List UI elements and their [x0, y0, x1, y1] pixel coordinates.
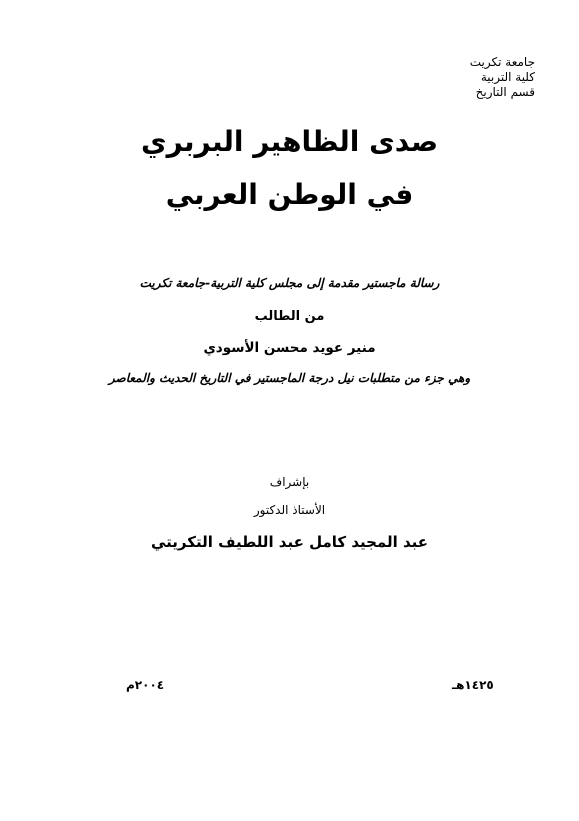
supervisor-title: الأستاذ الدكتور	[253, 503, 326, 517]
university-name: جامعة تكريت	[469, 55, 535, 69]
supervisor-name: عبد المجيد كامل عبد اللطيف التكريتي	[150, 533, 429, 551]
institution-header	[470, 55, 535, 100]
degree-requirement-note: وهي جزء من متطلبات نيل درجة الماجستير في التاريخ الحديث والمعاصر	[108, 371, 471, 385]
supervision-label: بإشراف	[269, 475, 310, 489]
from-student-label: من الطالب	[254, 309, 325, 324]
thesis-title-line-2: في الوطن العربي	[165, 178, 414, 211]
hijri-date: ١٤٢٥هـ	[452, 678, 494, 692]
student-name: منير عويد محسن الأسودي	[203, 340, 376, 356]
college-name: كلية التربية	[480, 70, 535, 84]
thesis-title-line-1: صدى الظاهير البربري	[140, 125, 439, 158]
gregorian-date: ٢٠٠٤م	[126, 678, 165, 692]
department-name: قسم التاريخ	[475, 85, 535, 99]
submission-statement: رسالة ماجستير مقدمة إلى مجلس كلية التربية-جامعة تكريت	[139, 276, 440, 290]
